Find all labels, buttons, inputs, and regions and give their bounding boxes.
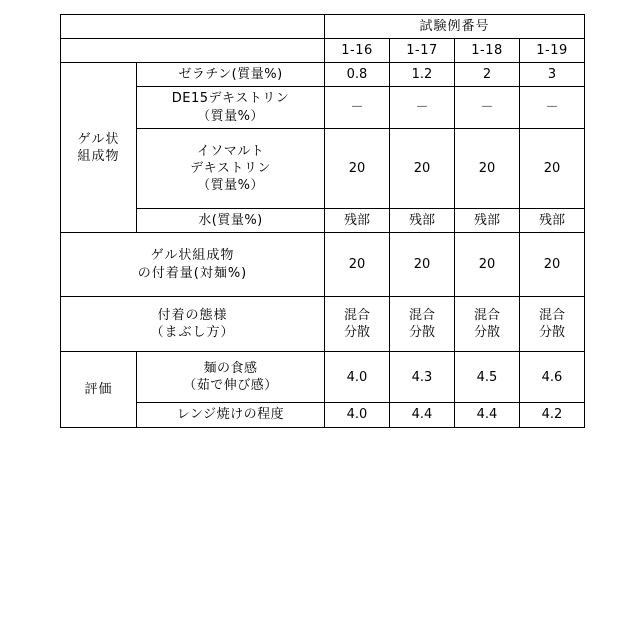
row-label-water: 水(質量%) bbox=[137, 209, 325, 233]
column-header-3: 1-18 bbox=[455, 39, 520, 63]
table-row bbox=[61, 63, 585, 87]
cell-water-1-19: 残部 bbox=[520, 209, 585, 233]
cell-microwave-burn-1-16: 4.0 bbox=[325, 403, 390, 427]
table-row bbox=[61, 87, 585, 128]
row-label-adhesion-mode: 付着の態様 （まぶし方） bbox=[61, 296, 325, 351]
cell-noodle-texture-1-18: 4.5 bbox=[455, 352, 520, 403]
cell-adhesion-mode-1-19: 混合 分散 bbox=[520, 296, 585, 351]
cell-adhesion-amount-1-17: 20 bbox=[390, 233, 455, 296]
cell-microwave-burn-1-19: 4.2 bbox=[520, 403, 585, 427]
cell-noodle-texture-1-17: 4.3 bbox=[390, 352, 455, 403]
table-row bbox=[61, 352, 585, 403]
cell-de15-1-16: － bbox=[325, 87, 390, 128]
cell-gelatin-1-18: 2 bbox=[455, 63, 520, 87]
section-label-gel-composition: ゲル状 組成物 bbox=[61, 63, 137, 233]
table-row bbox=[61, 209, 585, 233]
row-label-isomalto-dextrin: イソマルト デキストリン （質量%） bbox=[137, 128, 325, 208]
cell-adhesion-mode-1-16: 混合 分散 bbox=[325, 296, 390, 351]
cell-de15-1-19: － bbox=[520, 87, 585, 128]
cell-adhesion-mode-1-18: 混合 分散 bbox=[455, 296, 520, 351]
row-label-de15-dextrin: DE15デキストリン （質量%） bbox=[137, 87, 325, 128]
cell-water-1-18: 残部 bbox=[455, 209, 520, 233]
table-column-head-row bbox=[61, 39, 585, 63]
table-header-group-row bbox=[61, 15, 585, 39]
row-label-gelatin: ゼラチン(質量%) bbox=[137, 63, 325, 87]
cell-isomalto-1-19: 20 bbox=[520, 128, 585, 208]
cell-water-1-16: 残部 bbox=[325, 209, 390, 233]
cell-gelatin-1-17: 1.2 bbox=[390, 63, 455, 87]
cell-water-1-17: 残部 bbox=[390, 209, 455, 233]
cell-microwave-burn-1-17: 4.4 bbox=[390, 403, 455, 427]
cell-noodle-texture-1-16: 4.0 bbox=[325, 352, 390, 403]
section-label-evaluation: 評価 bbox=[61, 352, 137, 427]
row-label-adhesion-amount: ゲル状組成物 の付着量(対麺%) bbox=[61, 233, 325, 296]
cell-adhesion-mode-1-17: 混合 分散 bbox=[390, 296, 455, 351]
cell-de15-1-17: － bbox=[390, 87, 455, 128]
header-group-label: 試験例番号 bbox=[325, 15, 585, 39]
cell-gelatin-1-19: 3 bbox=[520, 63, 585, 87]
row-label-noodle-texture: 麺の食感 （茹で伸び感） bbox=[137, 352, 325, 403]
table-row bbox=[61, 403, 585, 427]
row-label-microwave-burn: レンジ焼けの程度 bbox=[137, 403, 325, 427]
cell-isomalto-1-16: 20 bbox=[325, 128, 390, 208]
table-row bbox=[61, 233, 585, 296]
cell-adhesion-amount-1-19: 20 bbox=[520, 233, 585, 296]
column-header-2: 1-17 bbox=[390, 39, 455, 63]
header-empty-corner-2 bbox=[61, 39, 325, 63]
column-header-4: 1-19 bbox=[520, 39, 585, 63]
cell-adhesion-amount-1-18: 20 bbox=[455, 233, 520, 296]
cell-gelatin-1-16: 0.8 bbox=[325, 63, 390, 87]
cell-isomalto-1-17: 20 bbox=[390, 128, 455, 208]
test-results-table bbox=[60, 14, 585, 428]
table-row bbox=[61, 128, 585, 208]
column-header-1: 1-16 bbox=[325, 39, 390, 63]
cell-adhesion-amount-1-16: 20 bbox=[325, 233, 390, 296]
cell-isomalto-1-18: 20 bbox=[455, 128, 520, 208]
cell-noodle-texture-1-19: 4.6 bbox=[520, 352, 585, 403]
cell-de15-1-18: － bbox=[455, 87, 520, 128]
table-row bbox=[61, 296, 585, 351]
cell-microwave-burn-1-18: 4.4 bbox=[455, 403, 520, 427]
header-empty-corner bbox=[61, 15, 325, 39]
